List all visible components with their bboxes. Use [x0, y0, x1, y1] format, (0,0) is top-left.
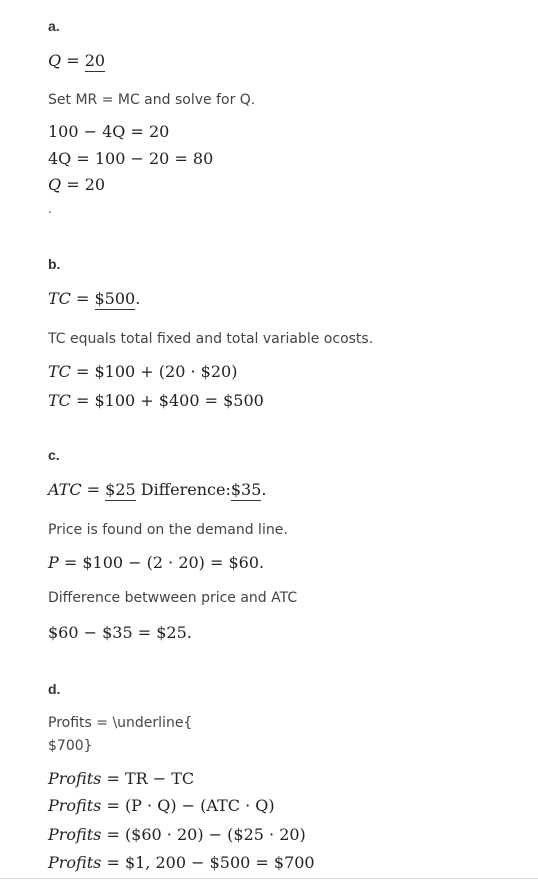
part-d-line2 [48, 796, 275, 815]
part-c-answer-op: = [81, 480, 106, 499]
part-d-line4-rest: = $1, 200 − $500 = $700 [101, 853, 315, 872]
part-a-answer-value: 20 [84, 51, 106, 70]
part-b-answer [48, 289, 140, 308]
part-d-line4-var: Profits [48, 853, 102, 872]
part-b-line1-rest: = $100 + (20 · $20) [70, 362, 238, 381]
part-c-price-var: P [48, 553, 59, 572]
part-a-line3-var: Q [48, 175, 62, 194]
part-b-answer-op: = [70, 289, 95, 308]
part-c-answer [48, 480, 266, 499]
part-a-answer-var: Q [48, 51, 62, 70]
part-c-instruction: Price is found on the demand line. [48, 522, 288, 538]
part-b-answer-end: . [135, 289, 141, 308]
part-a-label: a. [48, 18, 60, 34]
part-b-line1 [48, 362, 237, 381]
part-a-trailing-dot: . [48, 202, 52, 216]
part-c-price-rest: = $100 − (2 · 20) = $60. [58, 553, 265, 572]
part-a-instruction: Set MR = MC and solve for Q. [48, 92, 256, 108]
part-b-answer-value: $500 [94, 289, 136, 308]
part-d-line2-var: Profits [48, 796, 102, 815]
part-d-line3-var: Profits [48, 825, 102, 844]
part-a-answer [48, 51, 105, 70]
part-a-line2: 4Q = 100 − 20 = 80 [48, 149, 214, 168]
part-d-line3 [48, 825, 306, 844]
part-d-line2-rest: = (P · Q) − (ATC · Q) [101, 796, 275, 815]
part-c-answer-end: . [261, 480, 267, 499]
part-c-answer-value: $25 [105, 480, 136, 499]
part-d-line1-rest: = TR − TC [101, 769, 195, 788]
part-b-line2-var: TC [48, 391, 71, 410]
part-d-label: d. [48, 681, 61, 697]
bottom-divider [0, 878, 538, 879]
part-a-line3-rest: = 20 [61, 175, 106, 194]
part-d-line4 [48, 853, 315, 872]
part-b-line1-var: TC [48, 362, 71, 381]
part-c-difference-text: Difference betwween price and ATC [48, 590, 298, 606]
part-c-difference-value: $35 [230, 480, 262, 499]
part-a-answer-op: = [61, 51, 85, 70]
part-c-price-line [48, 553, 264, 572]
part-b-line2-rest: = $100 + $400 = $500 [70, 391, 264, 410]
part-d-raw-line1: Profits = \underline{ [48, 715, 193, 731]
part-b-instruction: TC equals total fixed and total variable ocosts. [48, 331, 374, 347]
part-a-line3 [48, 175, 105, 194]
part-a-line1: 100 − 4Q = 20 [48, 122, 170, 141]
part-d-line3-rest: = ($60 · 20) − ($25 · 20) [101, 825, 306, 844]
part-c-difference-label: Difference: [135, 480, 231, 499]
part-c-label: c. [48, 447, 60, 463]
part-d-line1-var: Profits [48, 769, 102, 788]
part-b-answer-var: TC [48, 289, 71, 308]
part-c-answer-var: ATC [48, 480, 82, 499]
part-b-line2 [48, 391, 264, 410]
part-c-difference-line: $60 − $35 = $25. [48, 623, 192, 642]
solution-page [48, 0, 528, 881]
part-d-raw-line2: $700} [48, 738, 93, 754]
part-b-label: b. [48, 256, 61, 272]
part-d-line1 [48, 769, 194, 788]
